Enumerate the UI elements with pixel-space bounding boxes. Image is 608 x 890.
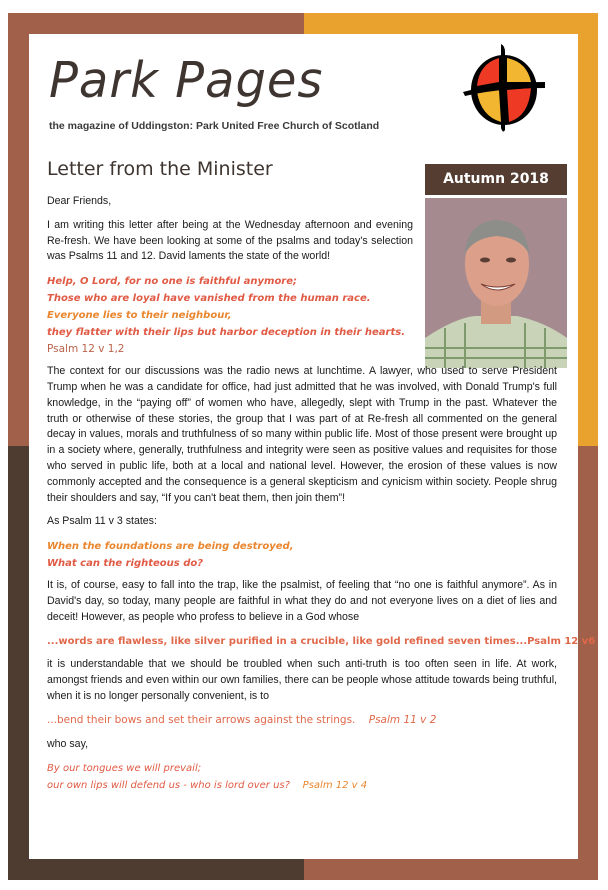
paragraph-3: As Psalm 11 v 3 states: <box>47 515 157 528</box>
paragraph-6: who say, <box>47 737 89 750</box>
paragraph-4: It is, of course, easy to fall into the trap, like the psalmist, of feeling that “no one is faithful anymore”. As in David's day, so today, many people are faithful in what they do and not everyone lives on a diet of lies and deceit! However, as people who profess to believe in a God whose <box>47 579 557 623</box>
verse-line: Help, O Lord, for no one is faithful anymore; <box>47 276 298 288</box>
verse-line: Those who are loyal have vanished from the human race. <box>47 293 371 305</box>
verse-line: When the foundations are being destroyed, <box>47 541 294 553</box>
psalm-12-1-2-verse <box>47 273 413 358</box>
magazine-title: Park Pages <box>49 52 324 109</box>
verse-line: they flatter with their lips but harbor deception in their hearts. <box>47 327 406 339</box>
season-badge: Autumn 2018 <box>425 164 567 195</box>
paragraph-1: I am writing this letter after being at the Wednesday afternoon and evening Re-fresh. We have been looking at some of the psalms and today's selection was Psalms 11 and 12. David laments the state of the world! <box>47 218 413 263</box>
magazine-page <box>29 34 596 859</box>
quote-text: ...bend their bows and set their arrows against the strings. <box>47 713 356 726</box>
article-body <box>47 194 596 798</box>
greeting: Dear Friends, <box>47 195 112 207</box>
verse-reference: Psalm 12 v 1,2 <box>47 343 125 356</box>
article-intro <box>47 194 413 358</box>
psalm-12-4-verse <box>47 760 557 794</box>
verse-reference: Psalm 12 v 4 <box>302 780 368 792</box>
cross-circle-logo-icon <box>459 42 549 134</box>
article-heading: Letter from the Minister <box>47 158 273 180</box>
verse-line: our own lips will defend us - who is lord over us? Psalm 12 v 4 <box>47 780 368 792</box>
magazine-subtitle: the magazine of Uddingston: Park United Free Church of Scotland <box>49 120 380 132</box>
paragraph-5: it is understandable that we should be troubled when such anti-truth is too often seen in life. At work, amongst friends and even within our own families, there can be people whose attitude towards being truthful, when it is no longer personally convenient, is to <box>47 658 557 702</box>
verse-line: By our tongues we will prevail; <box>47 763 202 775</box>
psalm-11-2-quote <box>47 713 557 729</box>
verse-line: What can the righteous do? <box>47 558 204 570</box>
psalm-11-3-verse <box>47 538 557 572</box>
psalm-12-6-quote: ...words are flawless, like silver purified in a crucible, like gold refined seven times...Psalm 12 v6 <box>47 635 596 647</box>
quote-reference: Psalm 11 v 2 <box>368 713 437 726</box>
verse-line: Everyone lies to their neighbour, <box>47 310 232 322</box>
paragraph-2: The context for our discussions was the radio news at lunchtime. A lawyer, who used to serve President Trump when he was a candidate for office, had just admitted that he was involved, with Donald Trump's full knowledge, in the “paying off” of women who have, allegedly, slept with Trump in the past. Whatever the truth or otherwise of these stories, the group that I was part of at Re-fresh all commented on the general decay in values, morals and truthfulness of so many within public life. Most of those present were brought up in a society where, generally, truthfulness and integrity were seen as positive values and requisites for those who served in public life, both at a local and national level. However, the erosion of these values is now commonly accepted and the consequence is a general skepticism and cynicism within society. People shrug their shoulders and say, “If you can't beat them, then join them”! <box>47 365 557 504</box>
